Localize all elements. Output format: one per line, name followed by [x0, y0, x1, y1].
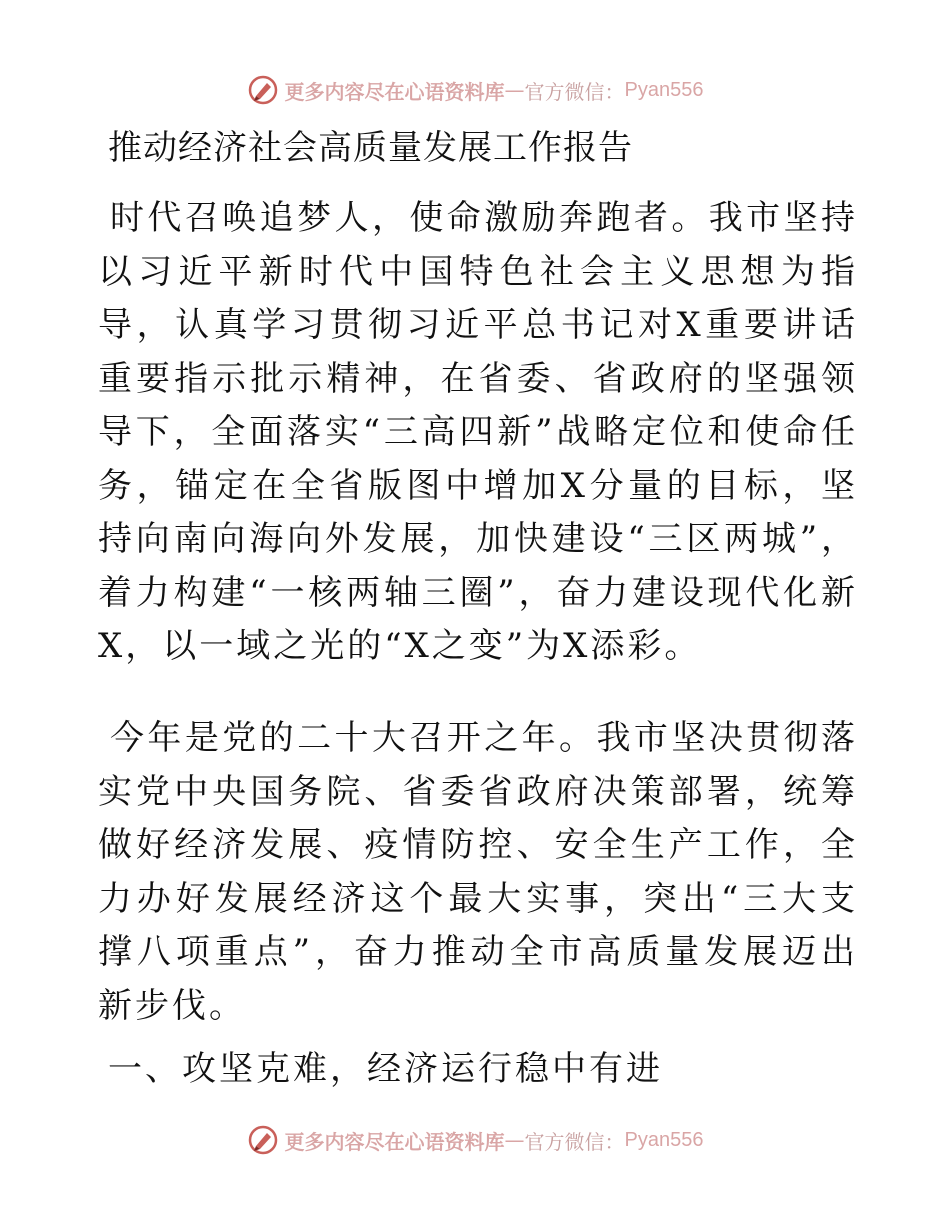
- paragraph-2: 今年是党的二十大召开之年。我市坚决贯彻落实党中央国务院、省委省政府决策部署，统筹做好经济发展、疫情防控、安全生产工作，全力办好发展经济这个最大实事，突出“三大支撑八项重点”，奋力推动全市高质量发展迈出新步伐。: [98, 718, 858, 1026]
- watermark-footer: [0, 1120, 950, 1160]
- watermark-header: [0, 70, 950, 110]
- watermark-separator: —: [504, 1128, 525, 1152]
- watermark-main-text: 更多内容尽在心语资料库: [284, 1129, 505, 1154]
- watermark-official-label: 官方微信：: [524, 79, 625, 104]
- watermark-main-text: 更多内容尽在心语资料库: [284, 79, 505, 104]
- watermark-wechat-id: Pyan556: [624, 1128, 704, 1151]
- watermark-official-label: 官方微信：: [524, 1129, 625, 1154]
- watermark-wechat-id: Pyan556: [624, 78, 704, 101]
- watermark-separator: —: [504, 78, 525, 102]
- paragraph-1: 时代召唤追梦人，使命激励奔跑者。我市坚持以习近平新时代中国特色社会主义思想为指导，认真学习贯彻习近平总书记对X重要讲话重要指示批示精神，在省委、省政府的坚强领导下，全面落实“三高四新”战略定位和使命任务，锚定在全省版图中增加X分量的目标，坚持向南向海向外发展，加快建设“三区两城”，着力构建“一核两轴三圈”，奋力建设现代化新X，以一域之光的“X之变”为X添彩。: [98, 198, 858, 666]
- pen-logo-icon: [247, 1124, 279, 1156]
- section-heading: 一、攻坚克难，经济运行稳中有进: [108, 1049, 663, 1089]
- document-title: 推动经济社会高质量发展工作报告: [108, 128, 633, 168]
- pen-logo-icon: [247, 74, 279, 106]
